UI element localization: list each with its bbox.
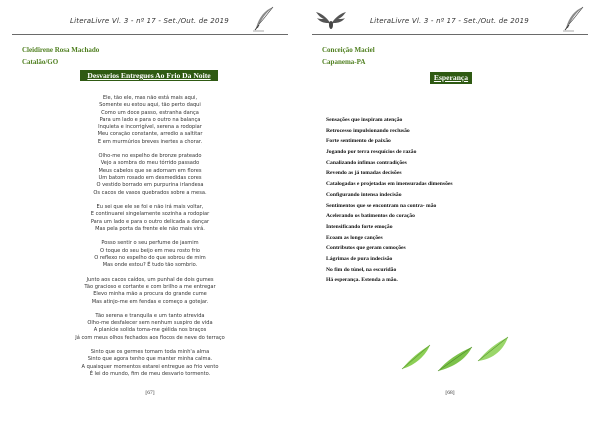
left-poem-title: Desvarios Entregues Ao Frio Da Noite <box>80 70 218 81</box>
poem-line: O vestido borrado em purpurina irlandesa <box>96 182 204 189</box>
poem-stanza <box>20 95 280 146</box>
poem-line: Revendo as já tomadas decisões <box>326 170 402 177</box>
left-header-text: LiteraLivre Vl. 3 - nº 17 - Set./Out. de 2019 <box>70 17 229 25</box>
poem-line: Mas pela porta da frente ele não mais virá. <box>95 225 205 232</box>
poem-line: Retrocesso impulsionando reclusão <box>326 127 410 134</box>
poem-line: Vejo a sombra do meu tórrido passado <box>100 160 200 167</box>
poem-line: Já com meus olhos fechados aos flocos de neve do terraço <box>75 334 225 341</box>
left-poem <box>20 95 280 385</box>
poem-line: Sinto que agora tenho que manter minha calma. <box>87 356 213 363</box>
poem-line: Acelerando os batimentos do coração <box>326 213 415 220</box>
poem-line: Olho-me no espelho de bronze prateado <box>98 153 202 160</box>
poem-line: Catalogadas e projetadas em imensuradas dimensões <box>326 181 453 188</box>
poem-stanza <box>20 349 280 378</box>
poem-line: Um batom rosado em desmedidas cores <box>98 175 202 182</box>
poem-line: Ecoam as longe canções <box>326 234 383 241</box>
poem-line: Configurando intensa indecisão <box>326 191 402 198</box>
poem-line: Junto aos cacos caídos, um punhal de dois gumes <box>86 276 214 283</box>
poem-line: Para um lado e para o outro delicada a dançar <box>90 218 210 225</box>
poem-line: Olho-me desfalecer sem nenhum suspiro de vida <box>87 320 213 327</box>
left-header <box>12 8 288 35</box>
right-author: Conceição Maciel <box>322 46 375 54</box>
right-location: Capanema-PA <box>322 58 366 66</box>
poem-line: Ele, tão ele, mas não está mais aqui, <box>102 95 198 101</box>
quill-icon <box>562 6 586 32</box>
poem-line: O toque do seu beijo em meu rosto frio <box>99 247 201 254</box>
poem-line: Sensações que inspiram atenção <box>326 117 403 123</box>
poem-stanza <box>20 240 280 269</box>
poem-line: Para um lado e para o outro na balança <box>99 116 201 123</box>
poem-line: Os cacos de vasos quebrados sobre a mesa. <box>93 189 207 196</box>
poem-stanza <box>20 153 280 197</box>
poem-line: Intensificando forte emoção <box>326 223 393 230</box>
poem-line: No fim do túnel, na escuridão <box>326 266 397 273</box>
right-page <box>300 0 600 424</box>
poem-line: É lei do mundo, fim de meu desvario tormento. <box>89 371 211 378</box>
poem-line: Posso sentir o seu perfume de jasmim <box>101 240 199 247</box>
poem-line: Sinto que os germes tomam toda minh'a alma <box>90 349 210 356</box>
poem-stanza <box>20 313 280 342</box>
poem-line: Somente eu estou aqui, tão perto daqui <box>99 102 201 109</box>
poem-line: Sentimentos que se encontram na contra- mão <box>326 202 437 209</box>
poem-line: Elevo minha mão a procura do grande cume <box>93 291 207 298</box>
right-header-text: LiteraLivre Vl. 3 - nº 17 - Set./Out. de 2019 <box>370 17 529 25</box>
poem-line: Mas onde estou? É tudo tão sombrio. <box>102 262 198 269</box>
poem-line: Contributos que geram comoções <box>326 245 406 252</box>
right-page-number: [68] <box>445 390 455 396</box>
left-author: Cleidirene Rosa Machado <box>22 46 100 54</box>
poem-stanza <box>20 204 280 233</box>
poem-line: Meu coração constante, arredio a saltitar <box>97 131 203 138</box>
poem-line: Forte sentimento de paixão <box>326 138 391 145</box>
left-location: Catalão/GO <box>22 58 59 66</box>
poem-line: A quaisquer momentos estarei entregue ao frio vento <box>81 363 219 370</box>
right-poem-title: Esperança <box>430 72 472 84</box>
left-page-number: [67] <box>145 390 155 396</box>
poem-line: Lágrimas de pura indecisão <box>326 255 393 262</box>
poem-line: Como um doce passo, estranha dança <box>101 109 199 116</box>
poem-line: Meus cabelos que se adornam em flores <box>98 167 202 174</box>
poem-line: Há esperança. Estenda a mão. <box>326 277 398 284</box>
right-header <box>312 8 588 35</box>
poem-line: Eu sei que ele se foi e não irá mais voltar, <box>96 204 204 211</box>
right-poem <box>326 115 586 286</box>
quill-icon <box>252 6 276 32</box>
poem-line: Tão gracioso e cortante e com brilho a me entregar <box>84 283 216 290</box>
poem-line: Jogando por terra resquícios de razão <box>326 149 417 156</box>
poem-line: E em murmúrios breves inertes a chorar. <box>97 138 203 145</box>
poem-stanza <box>20 277 280 306</box>
leaves-icon <box>400 333 510 373</box>
poem-line: Canalizando ínfimas contradições <box>326 159 407 166</box>
poem-line: A planície solida toma-me gélida nos braços <box>93 327 207 334</box>
poem-line: Inquieta e incorrigível, serena a rodopiar <box>98 124 202 131</box>
poem-line: E continuarei singelamente sozinha a rodopiar <box>90 211 210 218</box>
wings-icon <box>316 10 346 32</box>
poem-line: Mas atinjo-me em fendas e começo a gotejar. <box>91 298 209 305</box>
poem-line: O reflexo no espelho do que sobrou de mim <box>94 254 206 261</box>
poem-line: Tão serena e tranquila e um tanto atrevida <box>95 312 205 319</box>
